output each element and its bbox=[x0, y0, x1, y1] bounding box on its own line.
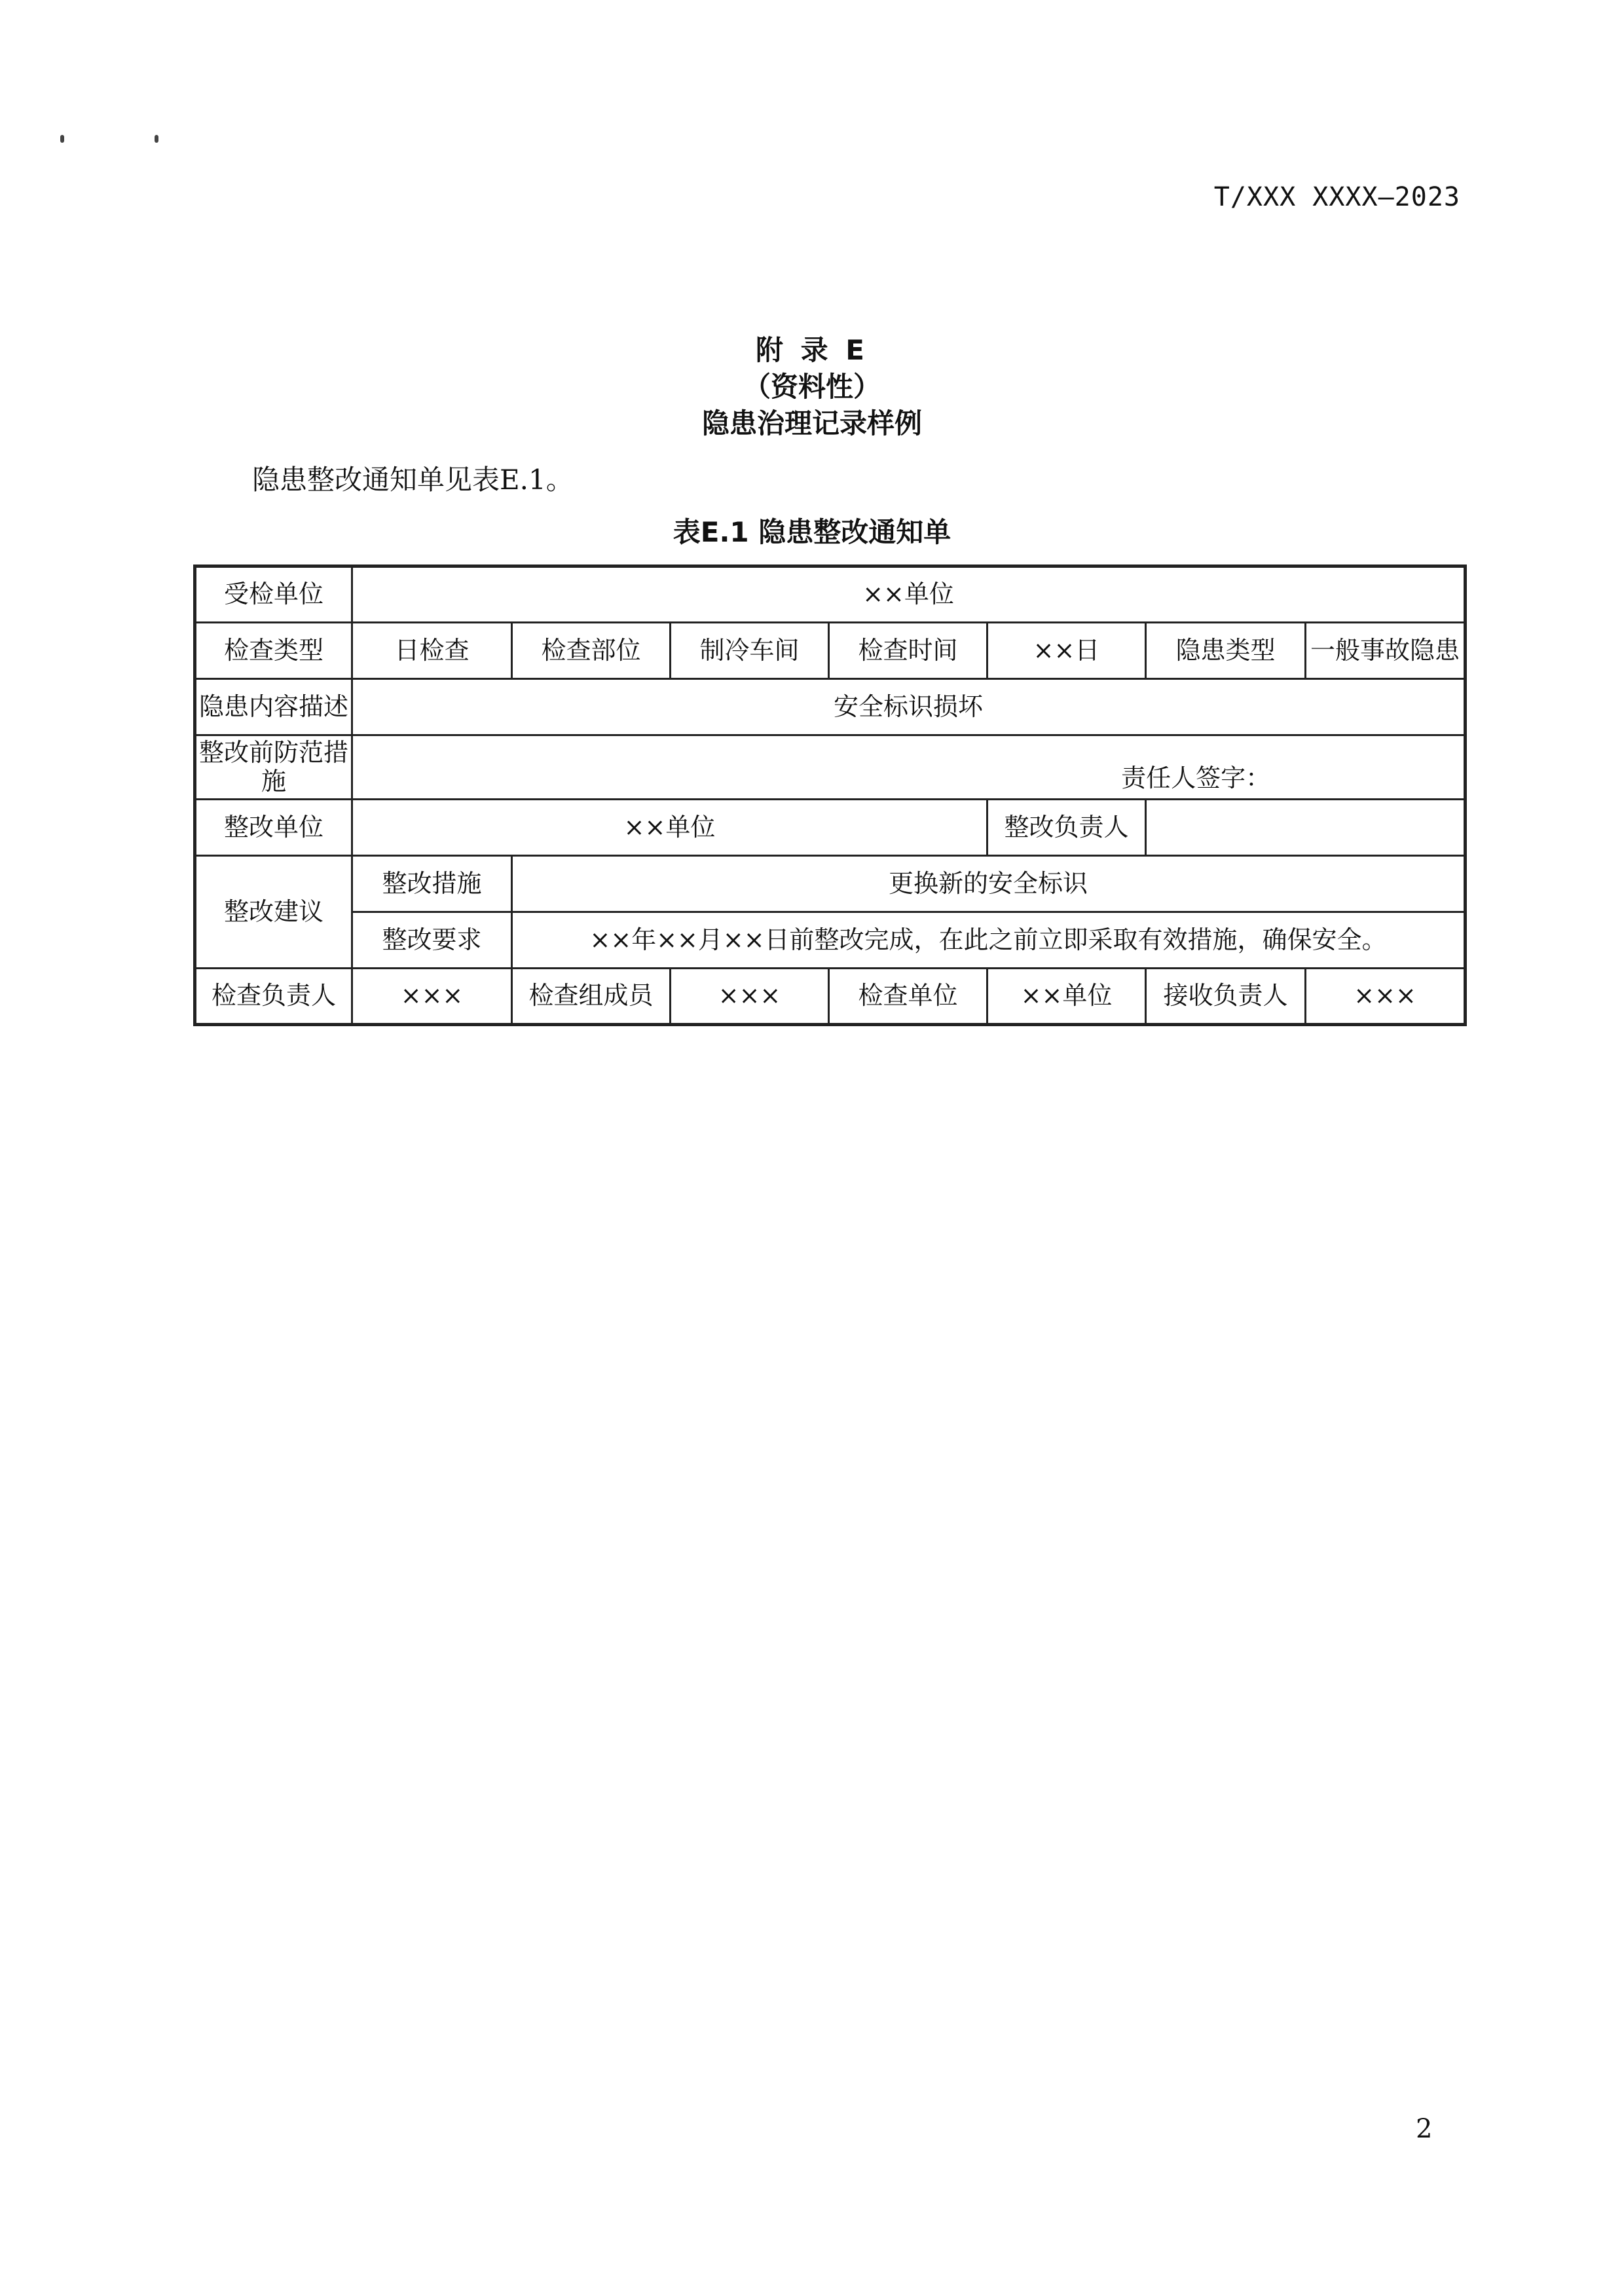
inspection-time-label: 检查时间 bbox=[829, 623, 987, 679]
hazard-type-value: 一般事故隐患 bbox=[1306, 623, 1466, 679]
table-row bbox=[195, 969, 1466, 1025]
page-number: 2 bbox=[1416, 2114, 1433, 2144]
rectification-leader-label: 整改负责人 bbox=[987, 800, 1146, 856]
inspection-location-value: 制冷车间 bbox=[671, 623, 829, 679]
table-caption: 表E.1 隐患整改通知单 bbox=[673, 516, 951, 548]
hazard-type-label: 隐患类型 bbox=[1146, 623, 1306, 679]
rectification-unit-value: ××单位 bbox=[352, 800, 987, 856]
inspection-leader-value: ××× bbox=[352, 969, 512, 1025]
inspected-unit-value: ××单位 bbox=[352, 566, 1466, 623]
inspected-unit-label: 受检单位 bbox=[195, 566, 352, 623]
measures-value: 更换新的安全标识 bbox=[512, 856, 1466, 912]
pre-rectification-label: 整改前防范措施 bbox=[195, 735, 352, 800]
hazard-description-value: 安全标识损坏 bbox=[352, 679, 1466, 735]
scan-mark bbox=[155, 135, 158, 143]
appendix-type: （资料性） bbox=[743, 371, 881, 403]
table-row bbox=[195, 735, 1466, 800]
inspection-member-label: 检查组成员 bbox=[512, 969, 671, 1025]
receiving-leader-label: 接收负责人 bbox=[1146, 969, 1306, 1025]
table-row bbox=[195, 800, 1466, 856]
measures-label: 整改措施 bbox=[352, 856, 512, 912]
inspection-time-value: ××日 bbox=[987, 623, 1146, 679]
inspection-leader-label: 检查负责人 bbox=[195, 969, 352, 1025]
suggestion-label: 整改建议 bbox=[195, 856, 352, 969]
scan-mark bbox=[60, 135, 64, 143]
requirements-value: ××年××月××日前整改完成，在此之前立即采取有效措施，确保安全。 bbox=[512, 912, 1466, 969]
appendix-title: 隐患治理记录样例 bbox=[701, 407, 922, 439]
hazard-description-label: 隐患内容描述 bbox=[195, 679, 352, 735]
table-row bbox=[195, 856, 1466, 912]
rectification-leader-value bbox=[1146, 800, 1466, 856]
table-row bbox=[195, 912, 1466, 969]
receiving-leader-value: ××× bbox=[1306, 969, 1466, 1025]
requirements-label: 整改要求 bbox=[352, 912, 512, 969]
intro-paragraph: 隐患整改通知单见表E.1。 bbox=[252, 464, 574, 496]
rectification-unit-label: 整改单位 bbox=[195, 800, 352, 856]
inspection-unit-value: ××单位 bbox=[987, 969, 1146, 1025]
inspection-type-label: 检查类型 bbox=[195, 623, 352, 679]
signature-label: 责任人签字： bbox=[1121, 764, 1271, 793]
inspection-location-label: 检查部位 bbox=[512, 623, 671, 679]
inspection-unit-label: 检查单位 bbox=[829, 969, 987, 1025]
pre-rectification-value bbox=[352, 735, 1466, 800]
table-row bbox=[195, 623, 1466, 679]
inspection-member-value: ××× bbox=[671, 969, 829, 1025]
inspection-type-value: 日检查 bbox=[352, 623, 512, 679]
rectification-notice-table bbox=[193, 565, 1467, 1026]
table-row bbox=[195, 679, 1466, 735]
appendix-label: 附 录 E bbox=[756, 334, 868, 366]
standard-code: T/XXX XXXX—2023 bbox=[1213, 182, 1460, 212]
table-row bbox=[195, 566, 1466, 623]
